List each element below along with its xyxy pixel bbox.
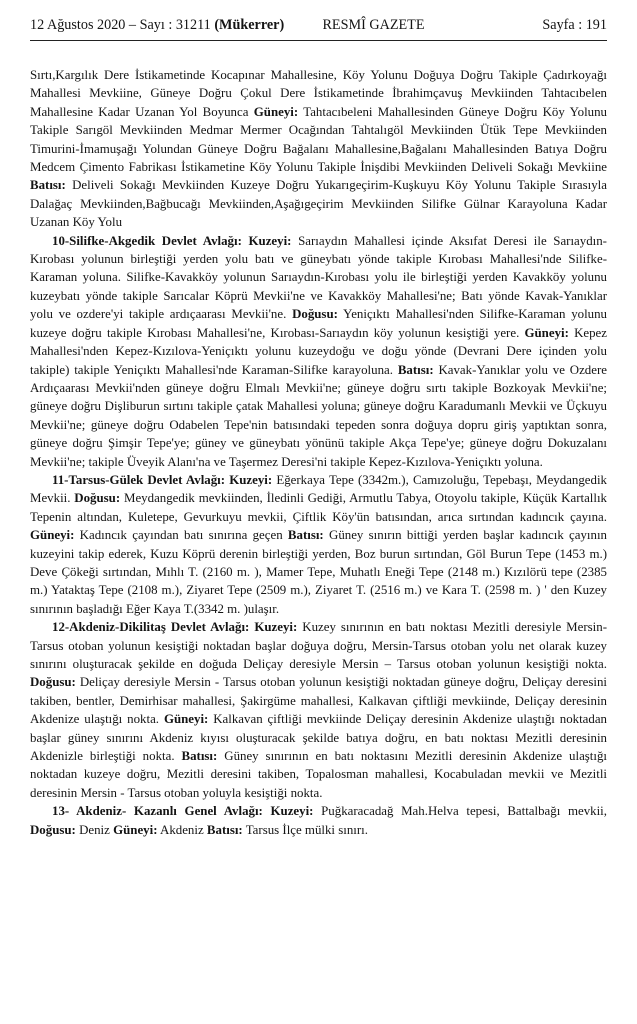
text-run: Eğerkaya Tepe (3342m.), Camızoluğu, Tepebaşı, Meydangedik Mevkii. <box>30 472 608 506</box>
page-header <box>30 14 607 36</box>
bold-heading-run: Güneyi: <box>253 104 299 119</box>
bold-heading-run: Güneyi: <box>163 712 209 727</box>
text-run: Sırtı,Kargılık Dere İstikametinde Kocapınar Mahallesine, Köy Yolunu Doğuya Doğru Takiple Çadırkoyağı Mahallesi Mevkiine, Güneye Doğru Çokul Dere İstikametinde İbrahimçavuş Mevkiinden Tahtacıbelen Mahallesine Kadar Uzanan Yol Boyunca <box>30 68 607 119</box>
header-date-issue-text: 12 Ağustos 2020 – Sayı : 31211 <box>30 17 211 33</box>
text-run: Puğkaracadağ Mah.Helva tepesi, Battalbağı mevkii, <box>313 804 607 819</box>
paragraph-10-silifke-akgedik <box>30 232 607 471</box>
text-run: Kepez Mahallesi'nden Kepez-Kızılova-Yeniçıktı yolunu kuzeydoğu ve doğu yönde (Devrani Dere içinden yolu takiple) takiple Yeniçıktı Mahallesi'nde Karaman-Silifke karayoluna. <box>30 325 607 377</box>
bold-heading-run: Güneyi: <box>524 325 569 340</box>
bold-heading-run: Kuzeyi: <box>229 472 273 487</box>
bold-heading-run: Doğusu: <box>292 307 338 322</box>
text-run: Güney sınırın bittiği yerden başlar kadıncık çayının kuzeyini takip ederek, Kuzu Köprü derenin birleştiği yerden, Boz burun sırtından, Göl Burun Tepe (1453 m.) Deve Çökeği sırtından, Mıhlı T. (2160 m. ), Mamer Tepe, Muhatlı Eneği Tepe (2148 m.) Kızılörü tepe (2385 m.) Yataktaş Tepe (2108 m.), Ziyaret Tepe (2509 m.), Ziyaret T. (2516 m.) ve Kara T. (2598 m. ) ' den Kuzey sınırının başladığı Eğer Kaya T.(3342 m. )ulaşır. <box>30 528 607 616</box>
text-run: Deliçay deresiyle Mersin - Tarsus otoban yolunun kesiştiği noktadan güneye doğru, Deliçay deresini takiben, bentler, Demirhisar mahallesi, Şakirgüme mahallesi, Kalkavan çiftliği mevkiinde, Deliçay deresinin Akdenize ulaştığı nokta. <box>30 675 607 727</box>
bold-heading-run: Kuzeyi: <box>270 804 314 819</box>
bold-heading-run: 10-Silifke-Akgedik Devlet Avlağı: <box>52 233 242 248</box>
text-run: Tarsus İlçe mülki sınırı. <box>242 822 368 837</box>
bold-heading-run: Batısı: <box>206 822 243 837</box>
bold-heading-run: 13- Akdeniz- Kazanlı Genel Avlağı: <box>52 804 263 819</box>
header-gazette-name: RESMÎ GAZETE <box>322 17 425 33</box>
text-run <box>263 804 271 818</box>
text-run: Kadıncık çayından batı sınırına geçen <box>74 528 288 543</box>
text-run <box>242 234 249 248</box>
text-run: Yeniçıktı Mahallesi'nden Silifke-Karaman yolunu kuzeye doğru takiple Kırobası Mahallesi'ne, Kırobası-Sarıaydın köy yolunun kesiştiği yere. <box>30 307 607 340</box>
bold-heading-run: Doğusu: <box>30 822 76 837</box>
bold-heading-run: Batısı: <box>287 528 324 543</box>
text-run: Kavak-Yanıklar yolu ve Ozdere Ardıçaarası Mevkii'nden güneye doğru Elmalı Mevkii'ne; güneye doğru sırtı takiple Bozkoyak Mevkii'ne; güneye doğru Dişliburun sırtını takiple çatak Mahallesi yoluna; güneye doğru Karadumanlı Mevkii ve Üçkuyu Mevkii'ne; güneye doğru Odabelen Tepe'nin batısındaki tepeden sonra doğuya dopru giriş yaptıktan sonra, güneye doğru Şimşir Tepe'ye; güney ve güneybatı yönünü takiple Akça Tepe'ye; güneye doğru Dokuzalanı Mevkii'ne; takiple Üveyik Alanı'na ve Taşermez Deresi'ni takiple Kepez-Kızılova-Yeniçıktı yoluna. <box>30 362 607 469</box>
header-edition: (Mükerrer) <box>214 17 285 33</box>
paragraph-12-akdeniz-dikilitas <box>30 618 607 802</box>
text-run: Akdeniz <box>157 822 207 837</box>
header-rule <box>30 40 607 41</box>
text-run: Deliveli Sokağı Mevkiinden Kuzeye Doğru Yukarıgeçirim-Kuşkuyu Köy Yolunu Takiple Sırasıyla Dalağaç Mevkiinden,Bağbucağı Mevkiinden,Aşağıgeçirim Mevkiinden Silifke Gülnar Karayoluna Kadar Uzanan Köy Yolu <box>30 178 607 230</box>
paragraph-13-akdeniz-kazanli <box>30 802 607 839</box>
text-run: Sarıaydın Mahallesi içinde Aksıfat Deresi ile Sarıaydın-Kırobası yolunun birleştiği yerden yolu batı ve güneybatı yönde takiple Kırobası Mahallesi'nde Silifke-Karaman yoluna. Silifke-Kavakköy yolunun Sarıaydın-Kırobası yolu ile birleştiği yerden Kavakköy yolunu kuzeybatı yönde takiple Sarıcalar Köprü Mevkii'ne ve Kavakköy Mahallesi'ne; Batı yönde Kavak-Yanıklar yolu ve ozdere'yi takiple ardıçaarası Mevkii'ne. <box>30 233 607 322</box>
header-page-number: Sayfa : 191 <box>542 17 607 33</box>
bold-heading-run: Kuzeyi: <box>248 233 292 248</box>
text-run: Deniz <box>75 822 114 837</box>
bold-heading-run: Güneyi: <box>113 822 158 837</box>
bold-heading-run: Güneyi: <box>30 528 75 543</box>
document-body <box>30 66 607 839</box>
text-run: Meydangedik mevkiinden, İledinli Gediği, Armutlu Tabya, Otoyolu takiple, Küçük Kartallık Tepenin altından, Kuletepe, Gevurkuyu mevkii, Çiftlik Köy'ün batısından, arıca sırtından kadıncık çayına. <box>30 491 607 524</box>
bold-heading-run: Doğusu: <box>74 491 121 506</box>
text-run: Güney sınırının en batı noktasını Mezitli deresinin Akdenize ulaştığı noktadan kuzeye doğru, Mezitli deresini takiben, Topalosman mahallesi, Kocabuladan mevkii ve Mezitli deresinin Mersin - Tarsus otoban yoluyla kesiştiği nokta. <box>30 749 607 800</box>
bold-heading-run: 11-Tarsus-Gülek Devlet Avlağı: <box>52 472 226 487</box>
bold-heading-run: Batısı: <box>30 178 66 193</box>
paragraph-11-tarsus-gulek <box>30 471 607 618</box>
bold-heading-run: 12-Akdeniz-Dikilitaş Devlet Avlağı: <box>52 620 250 635</box>
text-run: Kuzey sınırının en batı noktası Mezitli deresiyle Mersin-Tarsus otoban yolunun kesiştiği noktadan başlar doğuya doğru, Mersin-Tarsus otoban yolu net olarak kuzey sınırını oluşturacak şekilde en doğuda Deliçay deresiyle Mersin – Tarsus otoban yolunun kesiştiği nokta. <box>30 620 607 671</box>
bold-heading-run: Doğusu: <box>30 675 76 690</box>
text-run: Kalkavan çiftliği mevkiinde Deliçay deresinin Akdenize ulaştığı noktadan başlar güney sınırını Akdeniz kıyısı oluşturacak şekilde batıya doğru, en batı noktası Mezitli deresinin Akdenizle birleştiği nokta. <box>30 712 608 764</box>
bold-heading-run: Kuzeyi: <box>254 620 298 635</box>
paragraph-continuation <box>30 66 607 232</box>
bold-heading-run: Batısı: <box>397 362 434 377</box>
text-run: Tahtacıbeleni Mahallesinden Güneye Doğru Köy Yolunu Takiple Sarıgöl Mevkiinden Medmar Mermer Ocağından Tahtalıgöl Mevkiinden Ütük Tepe Mevkiinden Timurini-İmamuşağı Yolundan Güneye Doğru Bağalanı Mahallesine,Bağalanı Mahallesinden Batıya Doğru Medcem Çimento Fabrikası İstikametine Köy Yolunu Takiple İnişdibi Mevkiinden Deliveli Sokağı Mevkiine <box>30 104 607 175</box>
bold-heading-run: Batısı: <box>181 749 218 764</box>
